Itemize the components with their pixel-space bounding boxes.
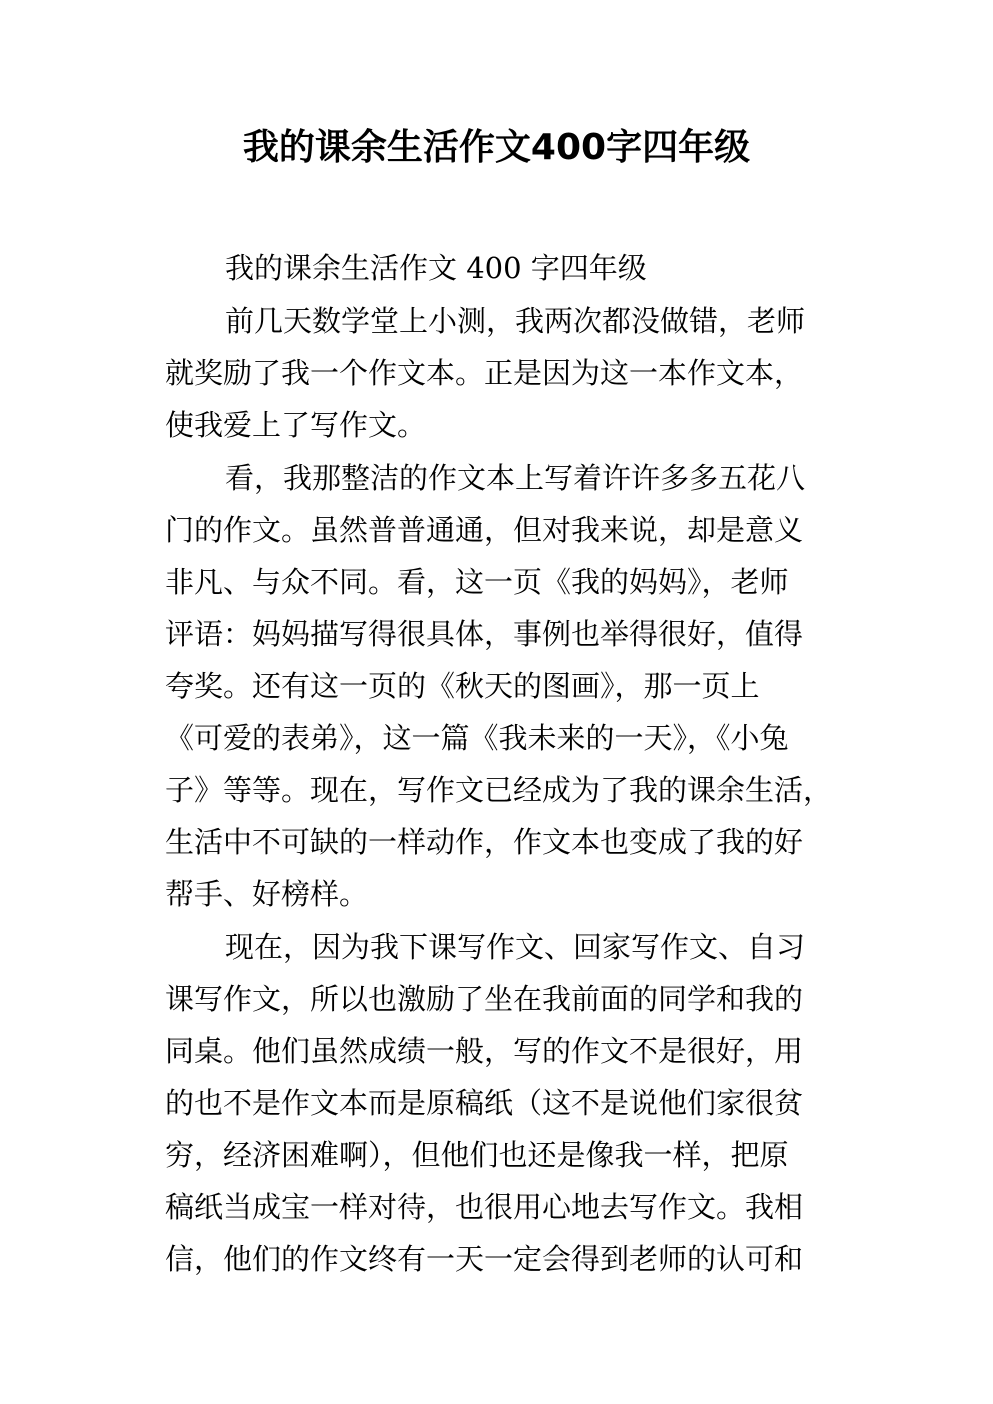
paragraph-3-line-5: 穷，经济困难啊），但他们也还是像我一样，把原 (165, 1138, 789, 1172)
paragraph-3-line-6: 稿纸当成宝一样对待，也很用心地去写作文。我相 (165, 1190, 804, 1224)
paragraph-3-line-1: 现在，因为我下课写作文、回家写作文、自习 (225, 930, 806, 964)
paragraph-1-line-2: 就奖励了我一个作文本。正是因为这一本作文本， (165, 356, 804, 390)
document-title: 我的课余生活作文400字四年级 (242, 127, 751, 168)
paragraph-3-line-4: 的也不是作文本而是原稿纸（这不是说他们家很贫 (165, 1086, 804, 1120)
paragraph-2-line-1: 看，我那整洁的作文本上写着许许多多五花八 (225, 461, 806, 495)
paragraph-2-line-8: 生活中不可缺的一样动作，作文本也变成了我的好 (165, 825, 804, 859)
paragraph-2-line-4: 评语：妈妈描写得很具体，事例也举得很好，值得 (165, 617, 804, 651)
paragraph-2-line-9: 帮手、好榜样。 (165, 877, 369, 911)
paragraph-3-line-3: 同桌。他们虽然成绩一般，写的作文不是很好，用 (165, 1034, 804, 1068)
paragraph-2-line-5: 夸奖。还有这一页的《秋天的图画》，那一页上 (165, 669, 760, 703)
paragraph-3-line-2: 课写作文，所以也激励了坐在我前面的同学和我的 (165, 982, 804, 1016)
paragraph-2-line-2: 门的作文。虽然普普通通，但对我来说，却是意义 (165, 513, 804, 547)
paragraph-2-line-3: 非凡、与众不同。看，这一页《我的妈妈》，老师 (165, 565, 789, 599)
paragraph-1-line-3: 使我爱上了写作文。 (165, 408, 427, 442)
subtitle-line: 我的课余生活作文 400 字四年级 (225, 251, 647, 285)
paragraph-1-line-1: 前几天数学堂上小测，我两次都没做错，老师 (225, 304, 806, 338)
paragraph-3-line-7: 信，他们的作文终有一天一定会得到老师的认可和 (165, 1242, 804, 1276)
paragraph-2-line-6: 《可爱的表弟》，这一篇《我未来的一天》，《小兔 (165, 721, 789, 755)
paragraph-2-line-7: 子》等等。现在，写作文已经成为了我的课余生活， (165, 773, 833, 807)
